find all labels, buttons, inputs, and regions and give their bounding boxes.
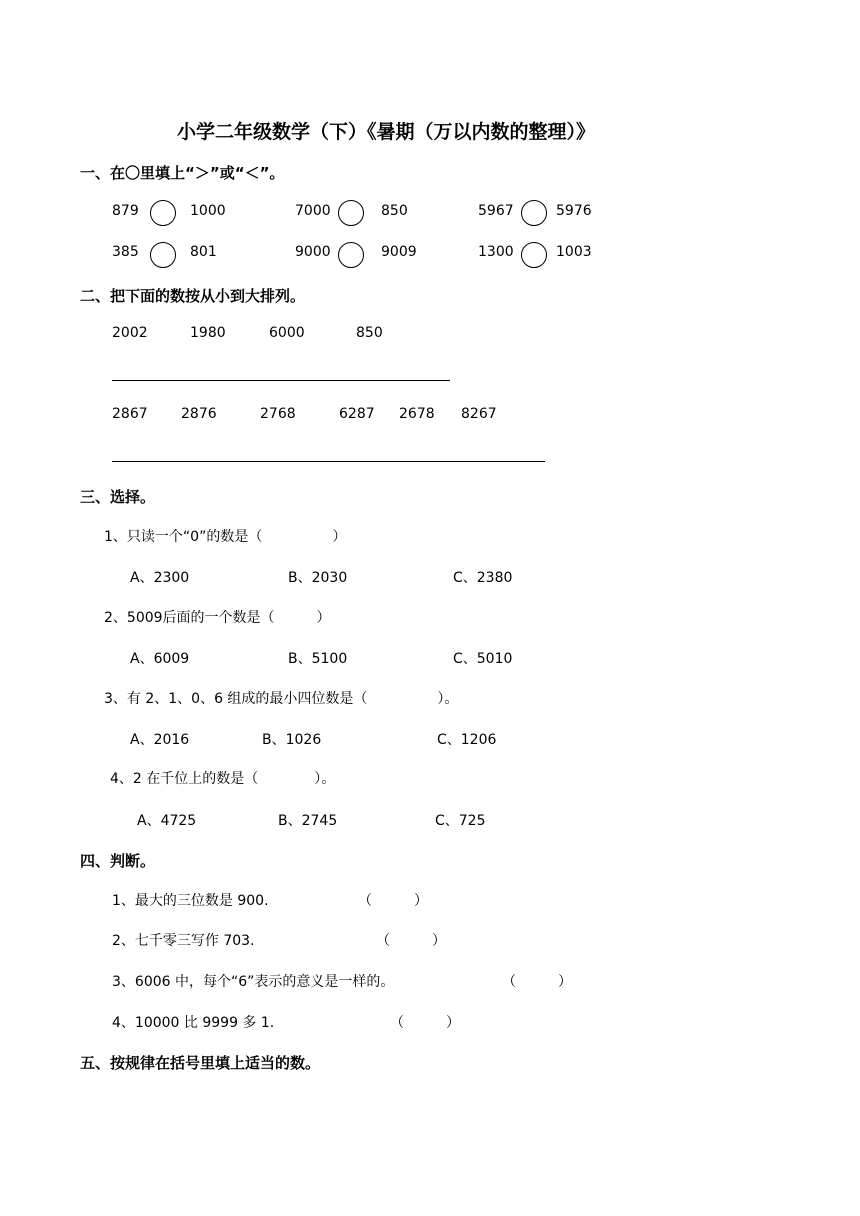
compare-right: 5976 [556,203,592,219]
choice-option[interactable]: B、1026 [262,732,322,748]
answer-circle[interactable] [150,242,176,268]
judge-statement: 3、6006 中，每个“6”表示的意义是一样的。 [112,974,395,990]
compare-left: 1300 [478,244,514,260]
choice-question: 3、有 2、1、0、6 组成的最小四位数是（ ）。 [104,691,459,707]
choice-option[interactable]: B、2745 [278,813,338,829]
answer-line[interactable] [112,461,545,462]
judge-statement: 4、10000 比 9999 多 1. [112,1015,275,1031]
judge-paren[interactable]: （ ） [358,893,428,909]
compare-left: 385 [112,244,139,260]
sort-number: 850 [356,325,383,341]
compare-left: 9000 [295,244,331,260]
compare-right: 850 [381,203,408,219]
answer-line[interactable] [112,380,450,381]
judge-statement: 2、七千零三写作 703. [112,933,255,949]
compare-right: 1003 [556,244,592,260]
choice-option[interactable]: B、2030 [288,570,348,586]
choice-question: 4、2 在千位上的数是（ ）。 [110,771,336,787]
section-3-heading: 三、选择。 [80,488,156,506]
choice-option[interactable]: A、2300 [130,570,190,586]
sort-number: 2678 [399,406,435,422]
choice-option[interactable]: C、1206 [437,732,497,748]
sort-number: 6287 [339,406,375,422]
sort-number: 6000 [269,325,305,341]
judge-paren[interactable]: （ ） [502,974,572,990]
answer-circle[interactable] [338,242,364,268]
sort-number: 2876 [181,406,217,422]
choice-option[interactable]: C、2380 [453,570,513,586]
sort-number: 2768 [260,406,296,422]
compare-right: 1000 [190,203,226,219]
choice-question: 2、5009后面的一个数是（ ） [104,610,331,626]
choice-option[interactable]: A、4725 [137,813,197,829]
choice-question: 1、只读一个“0”的数是（ ） [104,529,347,545]
answer-circle[interactable] [150,200,176,226]
sort-number: 2002 [112,325,148,341]
section-1-heading: 一、在〇里填上“＞”或“＜”。 [80,164,285,182]
judge-paren[interactable]: （ ） [390,1015,460,1031]
choice-option[interactable]: C、5010 [453,651,513,667]
sort-number: 8267 [461,406,497,422]
answer-circle[interactable] [521,200,547,226]
section-4-heading: 四、判断。 [80,852,156,870]
choice-option[interactable]: A、2016 [130,732,190,748]
choice-option[interactable]: B、5100 [288,651,348,667]
judge-statement: 1、最大的三位数是 900. [112,893,269,909]
compare-right: 801 [190,244,217,260]
choice-option[interactable]: C、725 [435,813,486,829]
answer-circle[interactable] [521,242,547,268]
choice-option[interactable]: A、6009 [130,651,190,667]
sort-number: 2867 [112,406,148,422]
compare-left: 5967 [478,203,514,219]
page-title: 小学二年级数学（下）《暑期（万以内数的整理）》 [177,121,596,143]
compare-right: 9009 [381,244,417,260]
compare-left: 7000 [295,203,331,219]
judge-paren[interactable]: （ ） [376,933,446,949]
section-2-heading: 二、把下面的数按从小到大排列。 [80,287,306,305]
answer-circle[interactable] [338,200,364,226]
section-5-heading: 五、按规律在括号里填上适当的数。 [80,1054,321,1072]
sort-number: 1980 [190,325,226,341]
compare-left: 879 [112,203,139,219]
